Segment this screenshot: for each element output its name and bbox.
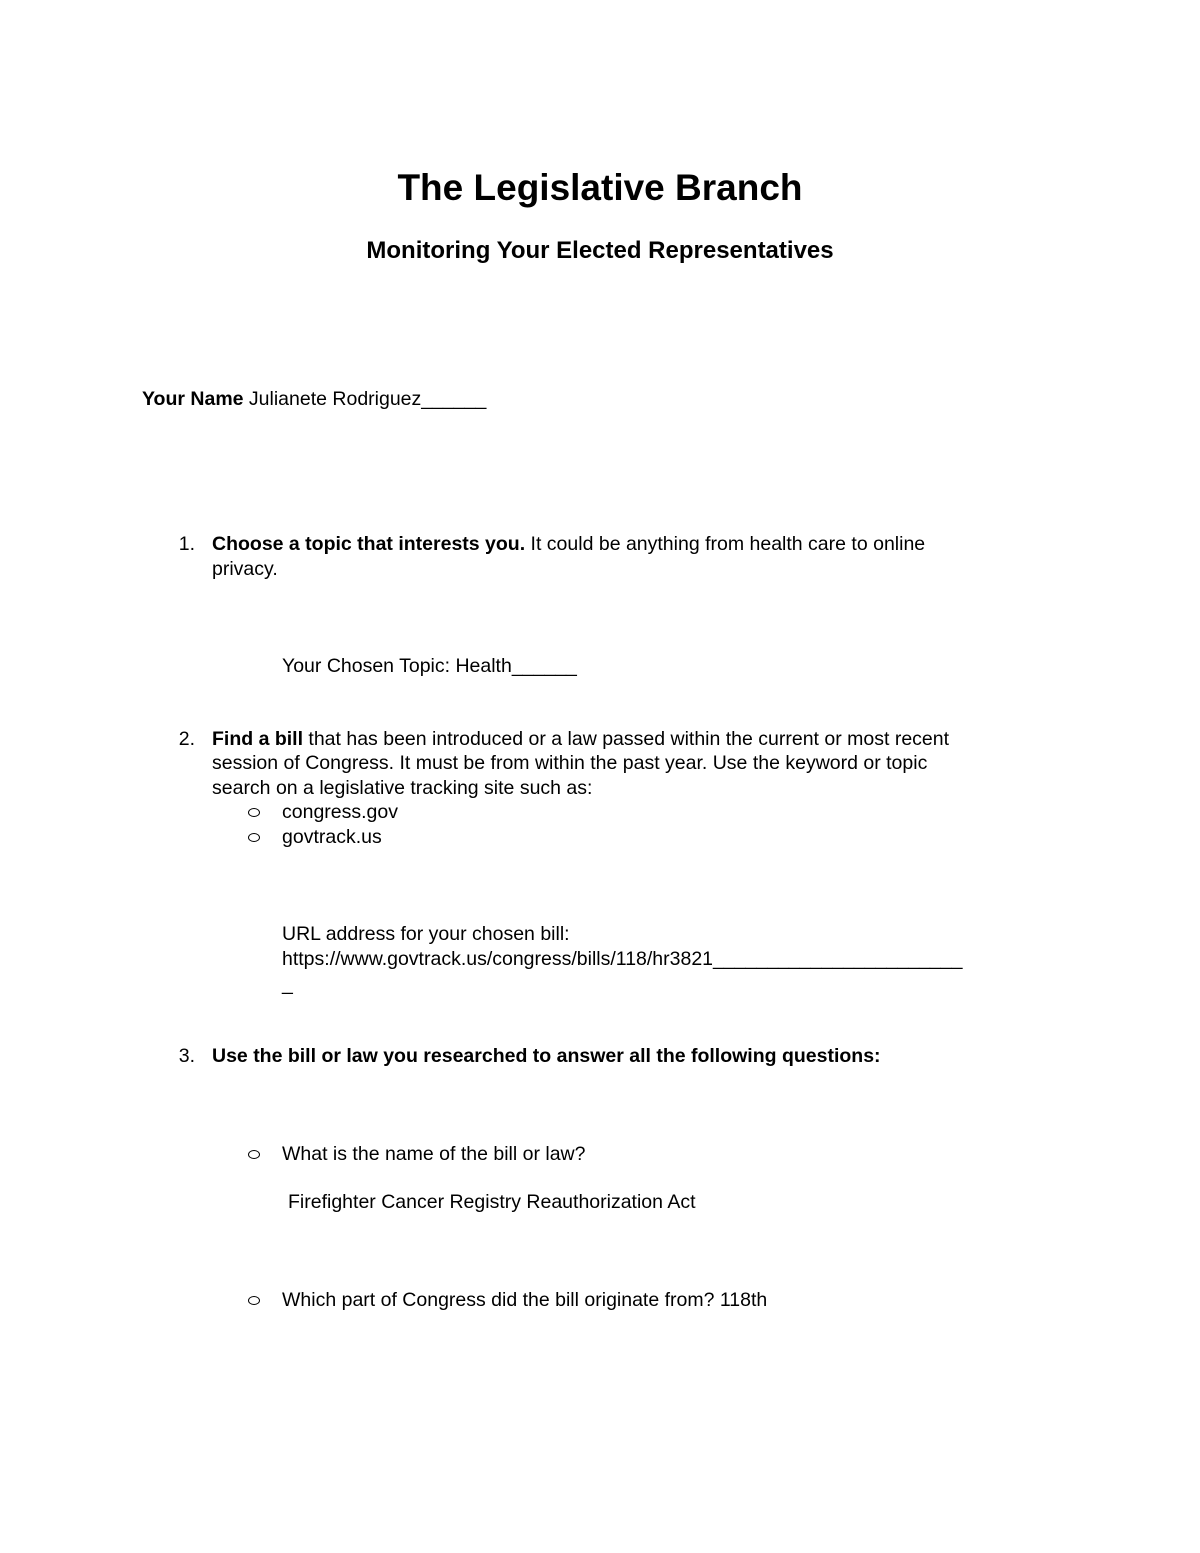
q1-bold: Choose a topic that interests you. [212, 533, 526, 555]
page-title: The Legislative Branch [397, 167, 803, 208]
q1-text2: privacy. [212, 558, 278, 580]
url-tail: _ [282, 973, 293, 995]
hollow-bullet-icon [248, 1150, 260, 1159]
q1-text1: It could be anything from health care to online [525, 533, 926, 555]
name-value: Julianete Rodriguez______ [243, 388, 487, 410]
q3-question: Which part of Congress did the bill originate from? 118th [282, 1289, 768, 1311]
page-subtitle: Monitoring Your Elected Representatives [366, 237, 834, 264]
q2-line1 [212, 727, 949, 752]
hollow-bullet-icon [248, 1296, 260, 1305]
q2-number: 2. [178, 728, 195, 750]
q3-number: 3. [178, 1045, 195, 1067]
q2-text3: search on a legislative tracking site such as: [212, 777, 593, 799]
url-value: https://www.govtrack.us/congress/bills/118/hr3821_______________________ [282, 948, 963, 970]
q3-answer: Firefighter Cancer Registry Reauthorization Act [288, 1191, 696, 1213]
q1-number: 1. [178, 533, 195, 555]
q3-heading: Use the bill or law you researched to answer all the following questions: [212, 1045, 881, 1067]
q3-question: What is the name of the bill or law? [282, 1143, 586, 1165]
name-line [142, 387, 486, 412]
url-label: URL address for your chosen bill: [282, 923, 570, 945]
site-item: congress.gov [282, 801, 398, 823]
q1-line1 [212, 532, 925, 557]
hollow-bullet-icon [248, 808, 260, 817]
name-label: Your Name [142, 388, 244, 410]
q1-answer: Your Chosen Topic: Health______ [282, 655, 577, 677]
hollow-bullet-icon [248, 833, 260, 842]
q2-bold: Find a bill [212, 728, 303, 750]
q2-text1: that has been introduced or a law passed within the current or most recent [303, 728, 950, 750]
site-item: govtrack.us [282, 826, 382, 848]
q2-text2: session of Congress. It must be from within the past year. Use the keyword or topic [212, 752, 928, 774]
